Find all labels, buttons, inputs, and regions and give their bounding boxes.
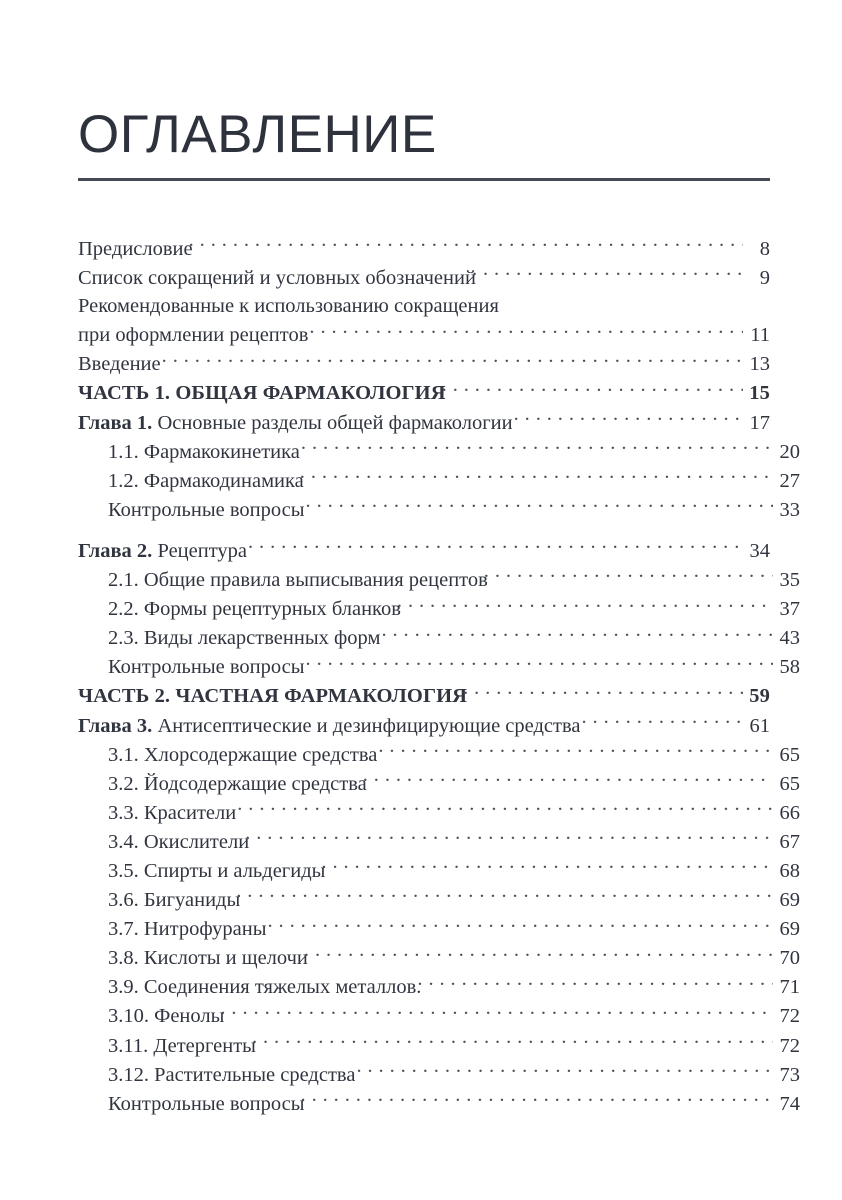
toc-dot-leader [484,566,773,587]
toc-entry-continuation: Рекомендованные к использованию сокращения [78,295,499,318]
toc-dot-leader [363,769,773,790]
toc-entry-label: ЧАСТЬ 2. ЧАСТНАЯ ФАРМАКОЛОГИЯ [78,685,468,708]
toc-page-number: 70 [779,947,800,970]
toc-dot-leader [245,827,773,848]
toc-page-number: 66 [779,801,800,824]
toc-entry-introduction[interactable] [78,350,770,379]
toc-entry-chapter-number: Глава 2. [78,539,153,562]
toc-entry-section-2-1[interactable] [108,566,800,595]
toc-entry-label: 1.1. Фармакокинетика [108,440,300,463]
toc-dot-leader [463,682,743,703]
toc-dot-leader [417,973,773,994]
toc-entry-section-3-1[interactable] [108,740,800,769]
toc-page-number: 20 [779,440,800,463]
toc-page-number: 15 [749,382,770,405]
toc-dot-leader [301,1089,773,1110]
toc-entry-chapter-3[interactable] [78,711,770,740]
toc-entry-section-3-11[interactable] [108,1031,800,1060]
title-block [78,104,770,181]
toc-page-number: 33 [779,498,800,521]
toc-page-number: 9 [759,266,770,289]
toc-entry-section-3-5[interactable] [108,856,800,885]
toc-page-number: 72 [779,1005,800,1028]
toc-entry-label: 3.1. Хлорсодержащие средства [108,743,378,766]
toc-dot-leader [248,536,743,557]
toc-dot-leader [267,915,773,936]
toc-dot-leader [306,653,773,674]
toc-entry-chapter-2[interactable] [78,536,770,565]
toc-page-number: 61 [749,714,770,737]
toc-dot-leader [378,740,773,761]
toc-dot-leader [514,408,743,429]
toc-dot-leader [381,624,773,645]
toc-dot-leader [472,263,743,284]
toc-entry-label: 3.3. Красители [108,801,237,824]
toc-dot-leader [300,466,773,487]
toc-entry-label: Контрольные вопросы [108,656,305,679]
toc-dot-leader [581,711,743,732]
toc-dot-leader [301,437,773,458]
toc-entry-section-3-7[interactable] [108,915,800,944]
table-of-contents [78,234,800,1118]
toc-entry-label: Список сокращений и условных обозначений [78,266,476,289]
toc-entry-chapter-number: Глава 3. [78,714,153,737]
toc-entry-abbreviations[interactable] [78,263,770,292]
toc-entry-questions-2[interactable] [108,653,800,682]
toc-dot-leader [397,595,773,616]
toc-page-number: 37 [779,598,800,621]
toc-entry-label: 2.2. Формы рецептурных бланков [108,598,401,621]
toc-entry-section-2-3[interactable] [108,624,800,653]
toc-entry-label: 2.3. Виды лекарственных форм [108,627,381,650]
toc-dot-leader [309,321,743,342]
toc-entry-label: 3.2. Йодсодержащие средства [108,772,367,795]
toc-entry-label: Контрольные вопросы [108,498,305,521]
toc-dot-leader [162,350,743,371]
toc-entry-chapter-title: Основные разделы общей фармакологии [152,411,513,434]
toc-entry-chapter-1[interactable] [78,408,770,437]
toc-entry-section-1-1[interactable] [108,437,800,466]
toc-entry-label: 3.8. Кислоты и щелочи [108,947,308,970]
toc-dot-leader [237,798,773,819]
toc-entry-section-1-2[interactable] [108,466,800,495]
toc-entry-label: Контрольные вопросы [108,1092,305,1115]
toc-entry-section-3-12[interactable] [108,1060,800,1089]
toc-entry-label: 3.4. Окислители [108,830,250,853]
toc-page-number: 74 [779,1092,800,1115]
toc-entry-chapter-title: Рецептура [152,539,247,562]
toc-page-number: 8 [759,237,770,260]
toc-entry-section-3-6[interactable] [108,886,800,915]
toc-entry-label: 1.2. Фармакодинамика [108,469,304,492]
toc-page-number: 65 [779,772,800,795]
toc-page-number: 71 [779,976,800,999]
toc-entry-label: 3.5. Спирты и альдегиды [108,859,326,882]
toc-page-number: 67 [779,830,800,853]
toc-page-number: 11 [750,324,770,347]
toc-entry-label: 3.12. Растительные средства [108,1063,356,1086]
toc-dot-leader [306,495,773,516]
toc-entry-recommended-abbreviations[interactable] [78,321,770,350]
toc-entry-section-2-2[interactable] [108,595,800,624]
toc-page-number: 27 [779,469,800,492]
toc-page-number: 34 [749,539,770,562]
toc-entry-label: 3.7. Нитрофураны [108,918,267,941]
toc-page-number: 69 [779,889,800,912]
toc-entry-questions-3[interactable] [108,1089,800,1118]
toc-dot-leader [304,944,773,965]
toc-entry-section-3-4[interactable] [108,827,800,856]
toc-page-number: 72 [779,1034,800,1057]
toc-dot-leader [220,1002,773,1023]
toc-entry-label: 3.10. Фенолы [108,1005,225,1028]
toc-entry-label: ЧАСТЬ 1. ОБЩАЯ ФАРМАКОЛОГИЯ [78,382,446,405]
toc-dot-leader [356,1060,773,1081]
toc-page-number: 17 [749,411,770,434]
page-title: ОГЛАВЛЕНИЕ [78,105,437,164]
toc-dot-leader [189,234,743,255]
toc-entry-section-3-8[interactable] [108,944,800,973]
toc-entry-questions-1[interactable] [108,495,800,524]
title-divider [78,178,770,181]
toc-dot-leader [321,856,773,877]
toc-dot-leader [252,1031,773,1052]
toc-dot-leader [442,379,743,400]
toc-entry-label [78,712,580,741]
toc-entry-part-2[interactable] [78,682,770,711]
toc-entry-chapter-number: Глава 1. [78,411,153,434]
toc-entry-section-3-3[interactable] [108,798,800,827]
toc-entry-label: Предисловие [78,237,193,260]
toc-page-number: 65 [779,743,800,766]
toc-dot-leader [236,886,773,907]
toc-page-number: 13 [749,353,770,376]
toc-page-number: 58 [779,656,800,679]
toc-page-number: 73 [779,1063,800,1086]
toc-entry-preface[interactable] [78,234,770,263]
toc-entry-label: Введение [78,353,161,376]
toc-page-number: 43 [779,627,800,650]
toc-entry-label: 2.1. Общие правила выписывания рецептов [108,569,488,592]
toc-entry-label: 3.11. Детергенты [108,1034,256,1057]
toc-entry-part-1[interactable] [78,379,770,408]
toc-entry-section-3-10[interactable] [108,1002,800,1031]
toc-page-number: 69 [779,918,800,941]
toc-page-number: 68 [779,859,800,882]
toc-page-number: 35 [779,569,800,592]
toc-entry-label: 3.9. Соединения тяжелых металлов. [108,976,422,999]
toc-entry-label [78,409,513,438]
toc-entry-label [78,537,247,566]
toc-entry-chapter-title: Антисептические и дезинфицирующие средства [152,714,581,737]
toc-entry-section-3-2[interactable] [108,769,800,798]
toc-entry-label: 3.6. Бигуаниды [108,889,241,912]
toc-entry-section-3-9[interactable] [108,973,800,1002]
toc-page-number: 59 [749,685,770,708]
toc-entry-label: при оформлении рецептов [78,324,309,347]
